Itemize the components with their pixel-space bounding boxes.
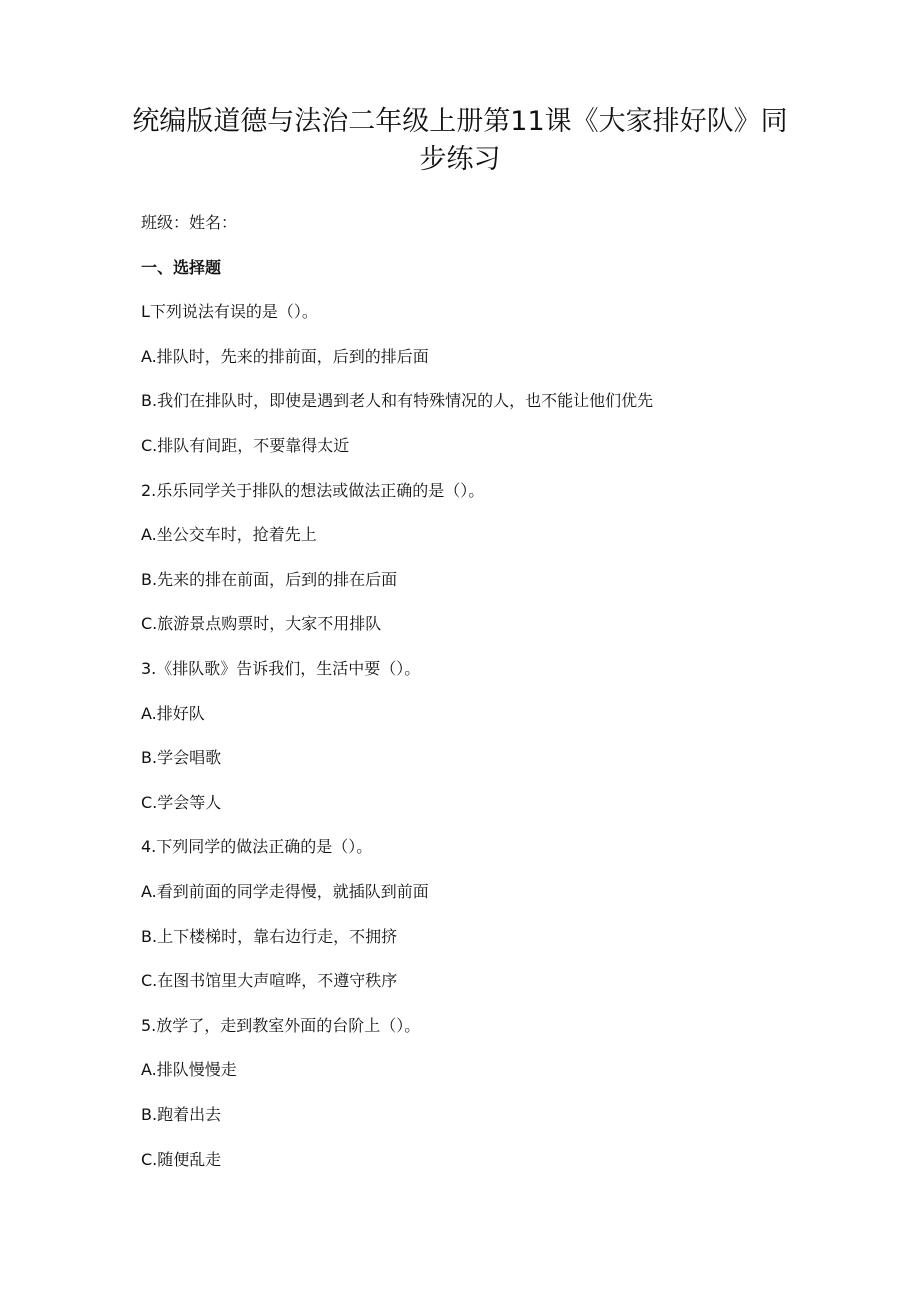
question-1-stem: L下列说法有误的是（）。 <box>141 302 318 321</box>
question-4-stem: 4.下列同学的做法正确的是（）。 <box>141 837 373 856</box>
question-5-option-a: A.排队慢慢走 <box>141 1060 237 1079</box>
question-1-option-b: B.我们在排队时，即使是遇到老人和有特殊情况的人，也不能让他们优先 <box>141 391 654 410</box>
question-3-option-b: B.学会唱歌 <box>141 748 222 767</box>
question-3-stem: 3.《排队歌》告诉我们，生活中要（）。 <box>141 659 421 678</box>
section-heading: 一、选择题 <box>141 258 222 277</box>
question-5-option-c: C.随便乱走 <box>141 1150 222 1169</box>
question-4-option-c: C.在图书馆里大声喧哗，不遵守秩序 <box>141 971 398 990</box>
question-3-option-a: A.排好队 <box>141 704 205 723</box>
question-2-option-c: C.旅游景点购票时，大家不用排队 <box>141 614 382 633</box>
student-info-line: 班级：姓名： <box>141 213 238 232</box>
question-3-option-c: C.学会等人 <box>141 793 222 812</box>
question-2-stem: 2.乐乐同学关于排队的想法或做法正确的是（）。 <box>141 481 485 500</box>
question-4-option-a: A.看到前面的同学走得慢，就插队到前面 <box>141 882 429 901</box>
question-4-option-b: B.上下楼梯时，靠右边行走，不拥挤 <box>141 927 398 946</box>
question-5-option-b: B.跑着出去 <box>141 1105 222 1124</box>
question-2-option-b: B.先来的排在前面，后到的排在后面 <box>141 570 398 589</box>
question-5-stem: 5.放学了，走到教室外面的台阶上（）。 <box>141 1016 421 1035</box>
question-1-option-c: C.排队有间距，不要靠得太近 <box>141 436 350 455</box>
document-title: 统编版道德与法治二年级上册第11课《大家排好队》同步练习 <box>132 106 788 175</box>
question-1-option-a: A.排队时，先来的排前面，后到的排后面 <box>141 347 429 366</box>
question-2-option-a: A.坐公交车时，抢着先上 <box>141 525 317 544</box>
